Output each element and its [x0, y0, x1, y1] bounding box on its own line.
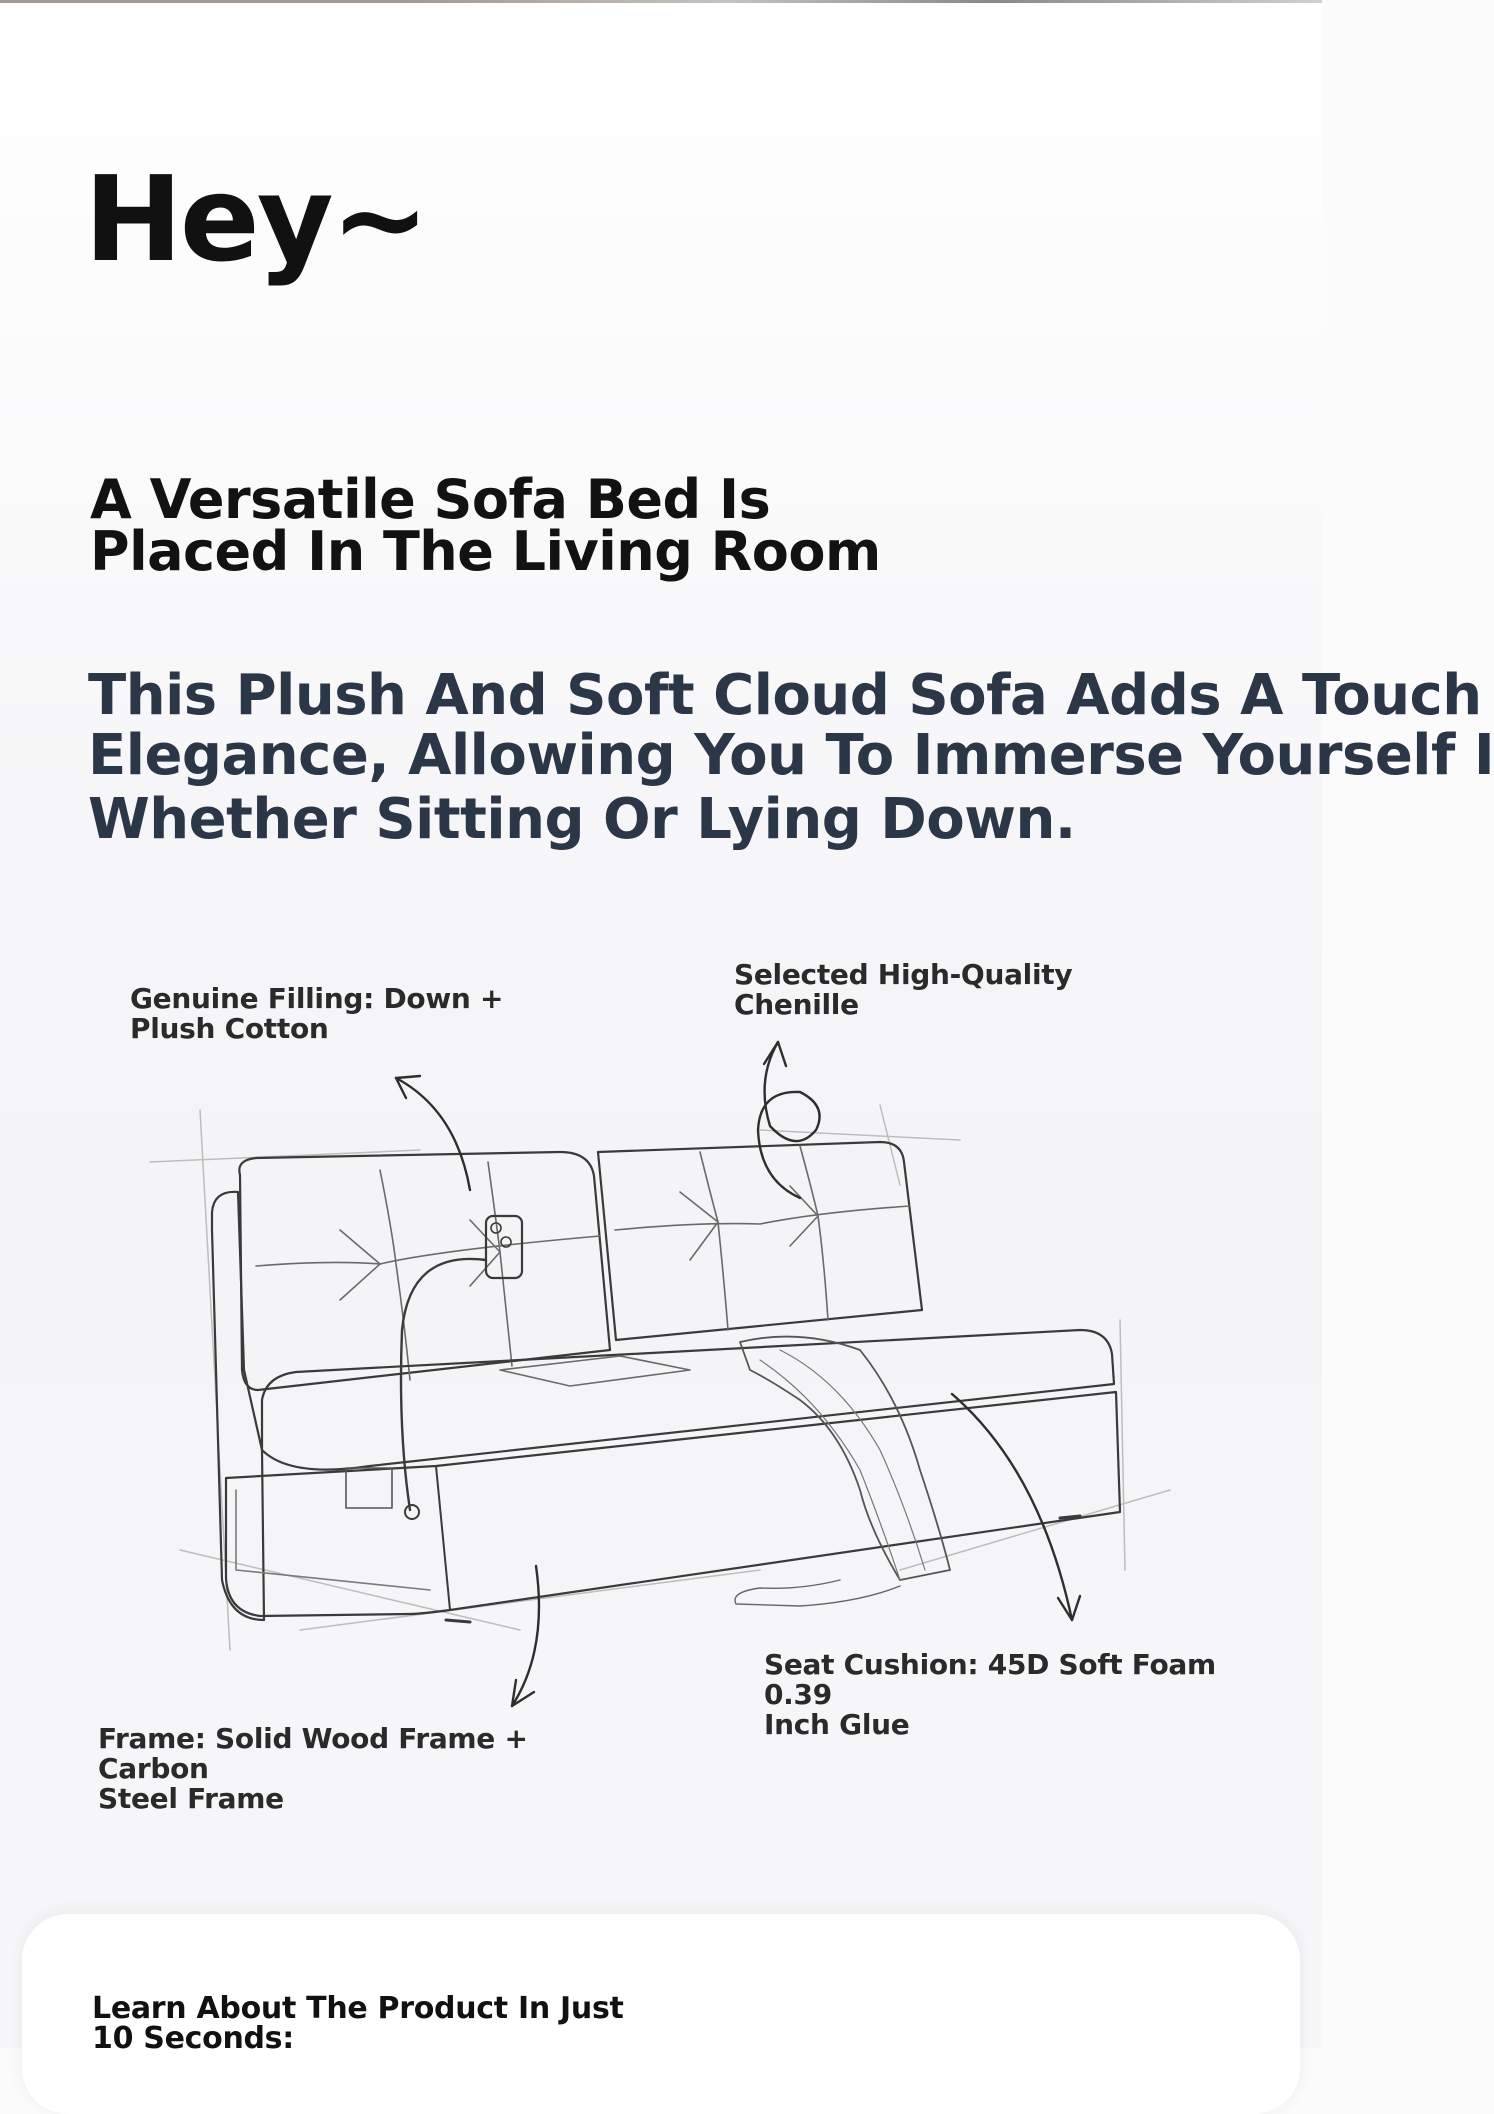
callout-line: Seat Cushion: 45D Soft Foam 0.39: [764, 1648, 1216, 1711]
callout-line: Selected High-Quality: [734, 958, 1073, 991]
card-title-line: 10 Seconds:: [92, 2021, 294, 2056]
subheadline-line: This Plush And Soft Cloud Sofa Adds A Touch: [88, 663, 1482, 728]
video-card-title: [92, 1991, 652, 2056]
callout-line: Plush Cotton: [130, 1012, 329, 1045]
subheadline: [88, 663, 1494, 852]
headline-line: Placed In The Living Room: [90, 520, 881, 583]
callout-line: Frame: Solid Wood Frame + Carbon: [98, 1722, 528, 1785]
greeting-title: Hey~: [84, 150, 427, 288]
headline-line: A Versatile Sofa Bed Is: [90, 468, 771, 531]
top-divider: [0, 0, 1322, 3]
subheadline-line: Elegance, Allowing You To Immerse Yourself I: [88, 723, 1494, 788]
card-title-line: Learn About The Product In Just: [92, 1991, 624, 2026]
headline: [90, 468, 990, 583]
feature-callout-chenille: [734, 960, 1094, 1020]
feature-callout-filling: [130, 984, 510, 1044]
callout-line: Inch Glue: [764, 1708, 910, 1741]
sofa-feature-diagram: [0, 930, 1322, 1815]
callout-line: Steel Frame: [98, 1782, 284, 1815]
feature-callout-frame: [98, 1724, 638, 1814]
feature-callout-seat-cushion: [764, 1650, 1284, 1740]
callout-line: Chenille: [734, 988, 859, 1021]
subheadline-line: Whether Sitting Or Lying Down.: [88, 787, 1076, 852]
callout-line: Genuine Filling: Down +: [130, 982, 504, 1015]
